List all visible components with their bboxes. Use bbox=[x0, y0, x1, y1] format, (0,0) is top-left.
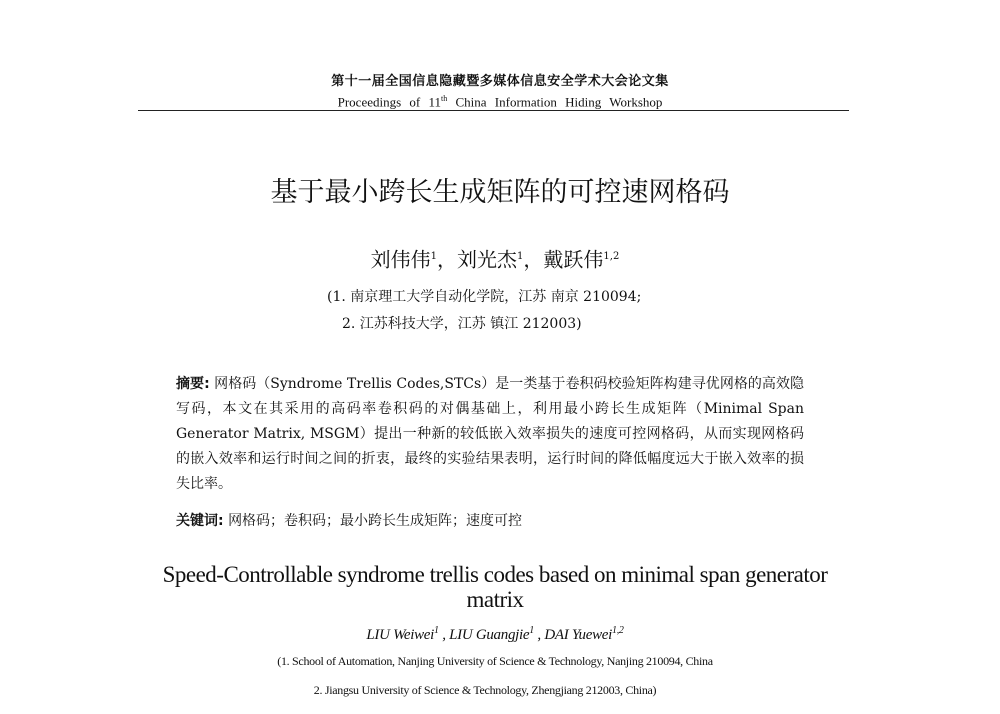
author-en-name: LIU Weiwei bbox=[366, 627, 435, 643]
author-en-sep: , bbox=[438, 627, 450, 643]
author-cn-sup: 1 bbox=[517, 251, 524, 262]
paper-title-en: Speed-Controllable syndrome trellis codes based on minimal span generator matrix bbox=[162, 562, 828, 612]
abstract-text: 网格码（Syndrome Trellis Codes,STCs）是一类基于卷积码校验矩阵构建寻优网格的高效隐写码，本文在其采用的高码率卷积码的对偶基础上，利用最小跨长生成矩阵（Minimal Span Generator Matrix, MSGM）提出一种新的较低嵌入效率损失的速度可控网格码，从而实现网格码的嵌入效率和运行时间之间的折衷，最终的实验结果表明，运行时间的降低幅度远大于嵌入效率的损失比率。 bbox=[176, 376, 804, 492]
keywords-text: 网格码；卷积码；最小跨长生成矩阵；速度可控 bbox=[228, 513, 523, 529]
affiliation-cn-2: 2. 江苏科技大学，江苏 镇江 212003) bbox=[342, 316, 582, 332]
author-cn-name: 刘光杰 bbox=[457, 247, 518, 272]
running-head-en-sup: th bbox=[441, 94, 448, 103]
author-cn-sep: ， bbox=[437, 247, 458, 272]
author-en-sup: 1,2 bbox=[612, 625, 624, 636]
author-cn-sup: 1,2 bbox=[603, 251, 620, 262]
affiliation-cn-1: (1. 南京理工大学自动化学院，江苏 南京 210094; bbox=[327, 289, 642, 305]
running-head-en bbox=[250, 91, 750, 110]
author-en-sup: 1 bbox=[434, 625, 439, 636]
paper-title-cn: 基于最小跨长生成矩阵的可控速网格码 bbox=[270, 177, 730, 208]
author-en-sup: 1 bbox=[529, 625, 534, 636]
affiliation-en-2: 2. Jiangsu University of Science & Technology, Zhengjiang 212003, China) bbox=[313, 683, 657, 697]
authors-en bbox=[0, 621, 990, 645]
abstract bbox=[176, 372, 804, 497]
affiliation-en-1: (1. School of Automation, Nanjing University of Science & Technology, Nanjing 210094, China bbox=[277, 654, 713, 668]
author-en-name: DAI Yuewei bbox=[544, 627, 613, 643]
author-cn-sep: ， bbox=[523, 247, 544, 272]
authors-cn bbox=[0, 244, 990, 273]
keywords-label: 关键词: bbox=[176, 513, 224, 529]
author-cn-name: 戴跃伟 bbox=[543, 247, 604, 272]
running-head-en-prefix: Proceedings of 11 bbox=[337, 94, 441, 110]
running-head bbox=[250, 74, 750, 110]
author-en-sep: , bbox=[533, 627, 545, 643]
abstract-label: 摘要: bbox=[176, 376, 210, 392]
header-rule bbox=[138, 110, 849, 111]
author-en-name: LIU Guangjie bbox=[449, 627, 530, 643]
running-head-en-suffix: China Information Hiding Workshop bbox=[455, 94, 663, 110]
author-cn-sup: 1 bbox=[430, 251, 438, 262]
running-head-cn: 第十一届全国信息隐藏暨多媒体信息安全学术大会论文集 bbox=[331, 74, 669, 89]
author-cn-name: 刘伟伟 bbox=[370, 247, 431, 272]
keywords bbox=[176, 511, 804, 531]
